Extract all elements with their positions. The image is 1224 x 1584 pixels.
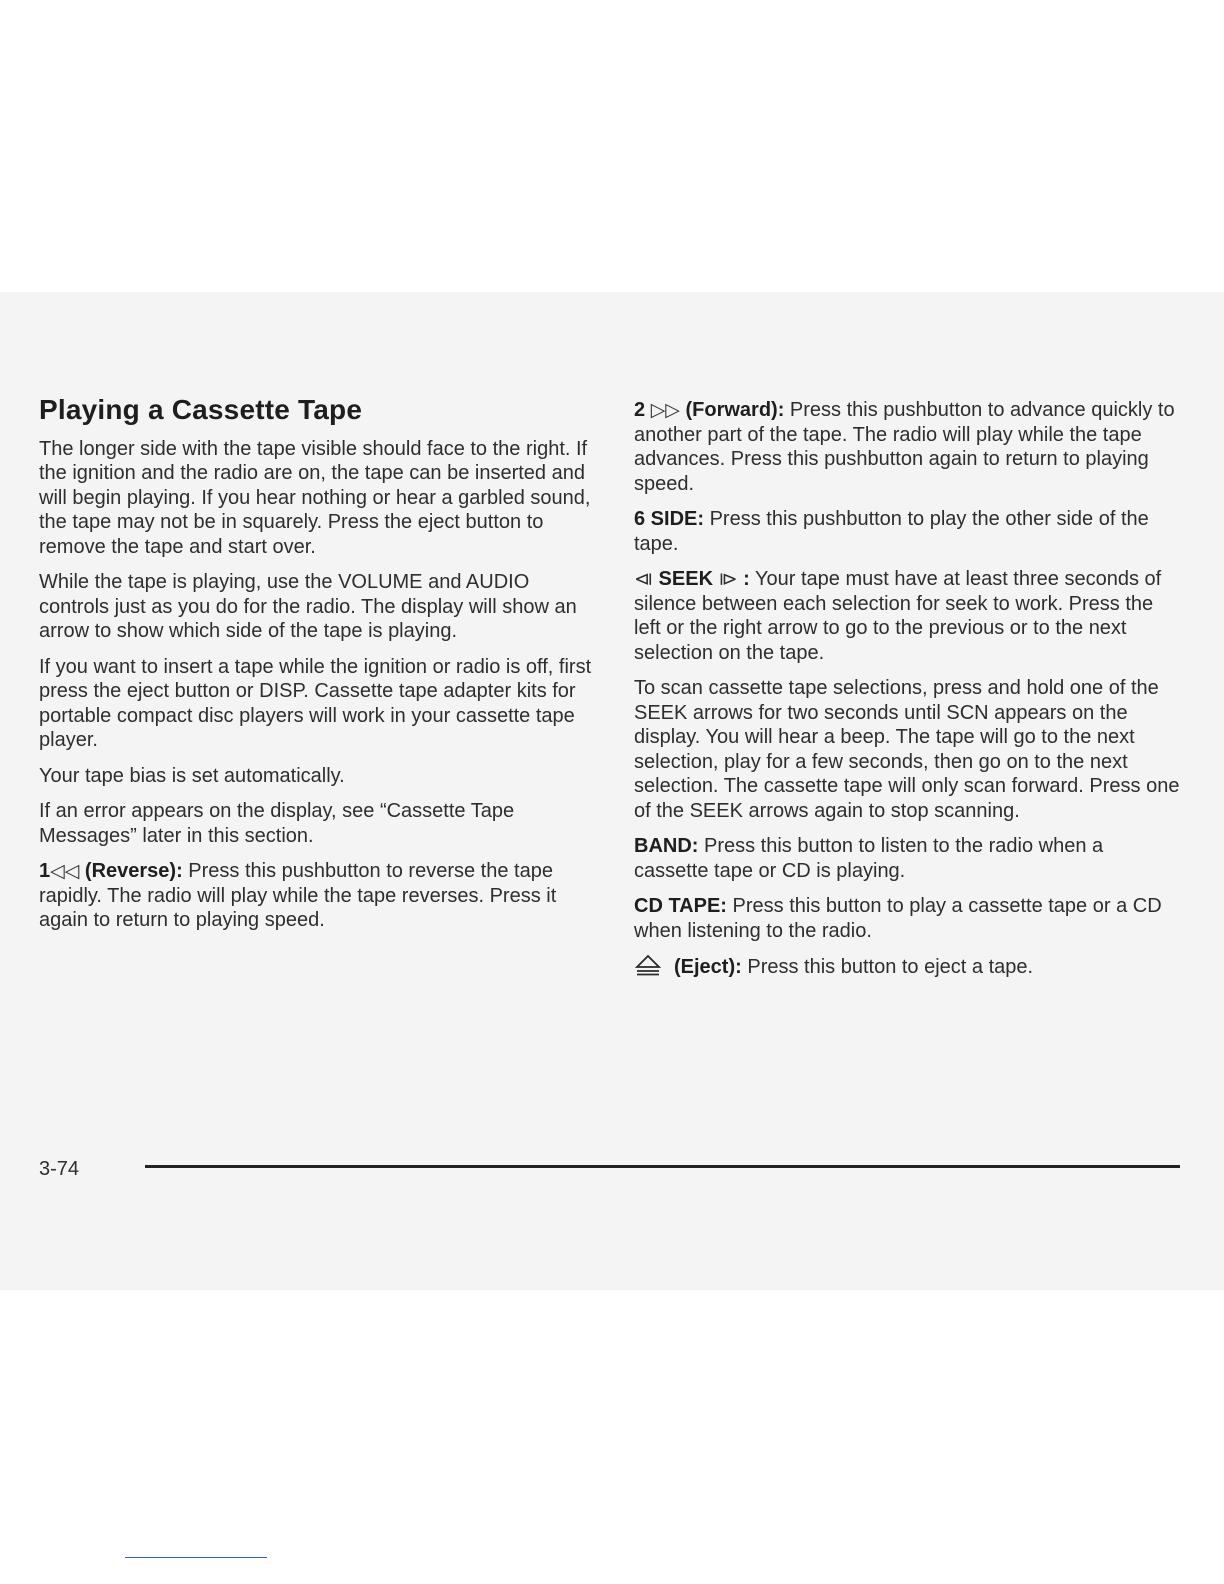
cdtape-label: CD TAPE: xyxy=(634,895,727,917)
page-number: 3-74 xyxy=(39,1158,80,1180)
reverse-item xyxy=(39,859,595,933)
cdtape-item xyxy=(634,894,1182,943)
paragraph-insert-tape: The longer side with the tape visible should face to the right. If the ignition and the radio are on, the tape can be inserted and will begin playing. If you hear nothing or hear a garbled sound, the tape may not be in squarely. Press the eject button to remove the tape and start over. xyxy=(39,437,591,558)
band-text: Press this button to listen to the radio when a cassette tape or CD is playing. xyxy=(634,835,1104,882)
reverse-label: (Reverse): xyxy=(84,860,183,882)
seek-label: SEEK xyxy=(653,568,719,590)
seek-right-icon: ⧐ xyxy=(718,568,738,590)
cdtape-text: Press this button to play a cassette tape or a CD when listening to the radio. xyxy=(634,895,1162,942)
eject-item xyxy=(634,954,1182,980)
paragraph-error: If an error appears on the display, see “Cassette Tape Messages” later in this section. xyxy=(39,800,515,847)
forward-number: 2 xyxy=(634,399,651,421)
seek-item xyxy=(634,567,1182,665)
seek-colon: : xyxy=(737,568,750,590)
paragraph-ignition-off: If you want to insert a tape while the ignition or radio is off, first press the eject button or DISP. Cassette tape adapter kits for portable compact disc players will work in your cassette tape player. xyxy=(39,655,592,751)
forward-item xyxy=(634,398,1182,496)
link-underline[interactable] xyxy=(125,1557,267,1558)
eject-label: (Eject): xyxy=(674,956,742,978)
paragraph-scan: To scan cassette tape selections, press and hold one of the SEEK arrows for two seconds until SCN appears on the display. You will hear a beep. The tape will go to the next selection, play for a few seconds, then go on to the next selection. The cassette tape will only scan forward. Press one of the SEEK arrows again to stop scanning. xyxy=(634,677,1180,822)
right-column xyxy=(634,398,1182,991)
paragraph-volume-audio: While the tape is playing, use the VOLUME and AUDIO controls just as you do for the radio. The display will show an arrow to show which side of the tape is playing. xyxy=(39,571,577,642)
footer-rule xyxy=(145,1165,1180,1168)
forward-label: (Forward): xyxy=(679,399,785,421)
band-label: BAND: xyxy=(634,835,699,857)
forward-icon: ▷▷ xyxy=(650,399,680,421)
reverse-number: 1 xyxy=(39,860,51,882)
reverse-icon: ◁◁ xyxy=(50,860,80,882)
seek-text: Your tape must have at least three seconds of silence between each selection for seek to work. Press the left or the right arrow to go to the previous or to the next selection on the tape. xyxy=(634,568,1162,664)
side-item xyxy=(634,507,1182,556)
band-item xyxy=(634,834,1182,883)
eject-icon xyxy=(634,954,664,976)
eject-text: Press this button to eject a tape. xyxy=(741,956,1034,978)
reverse-text: Press this pushbutton to reverse the tape rapidly. The radio will play while the tape reverses. Press it again to return to playing speed. xyxy=(39,860,557,931)
paragraph-tape-bias: Your tape bias is set automatically. xyxy=(39,764,345,787)
side-text: Press this pushbutton to play the other side of the tape. xyxy=(634,508,1149,555)
forward-text: Press this pushbutton to advance quickly to another part of the tape. The radio will play while the tape advances. Press this pushbutton again to return to playing speed. xyxy=(634,399,1175,495)
seek-left-icon: ⧏ xyxy=(634,568,653,590)
side-label: 6 SIDE: xyxy=(634,508,705,530)
left-column xyxy=(39,394,595,944)
section-heading: Playing a Cassette Tape xyxy=(39,394,363,425)
